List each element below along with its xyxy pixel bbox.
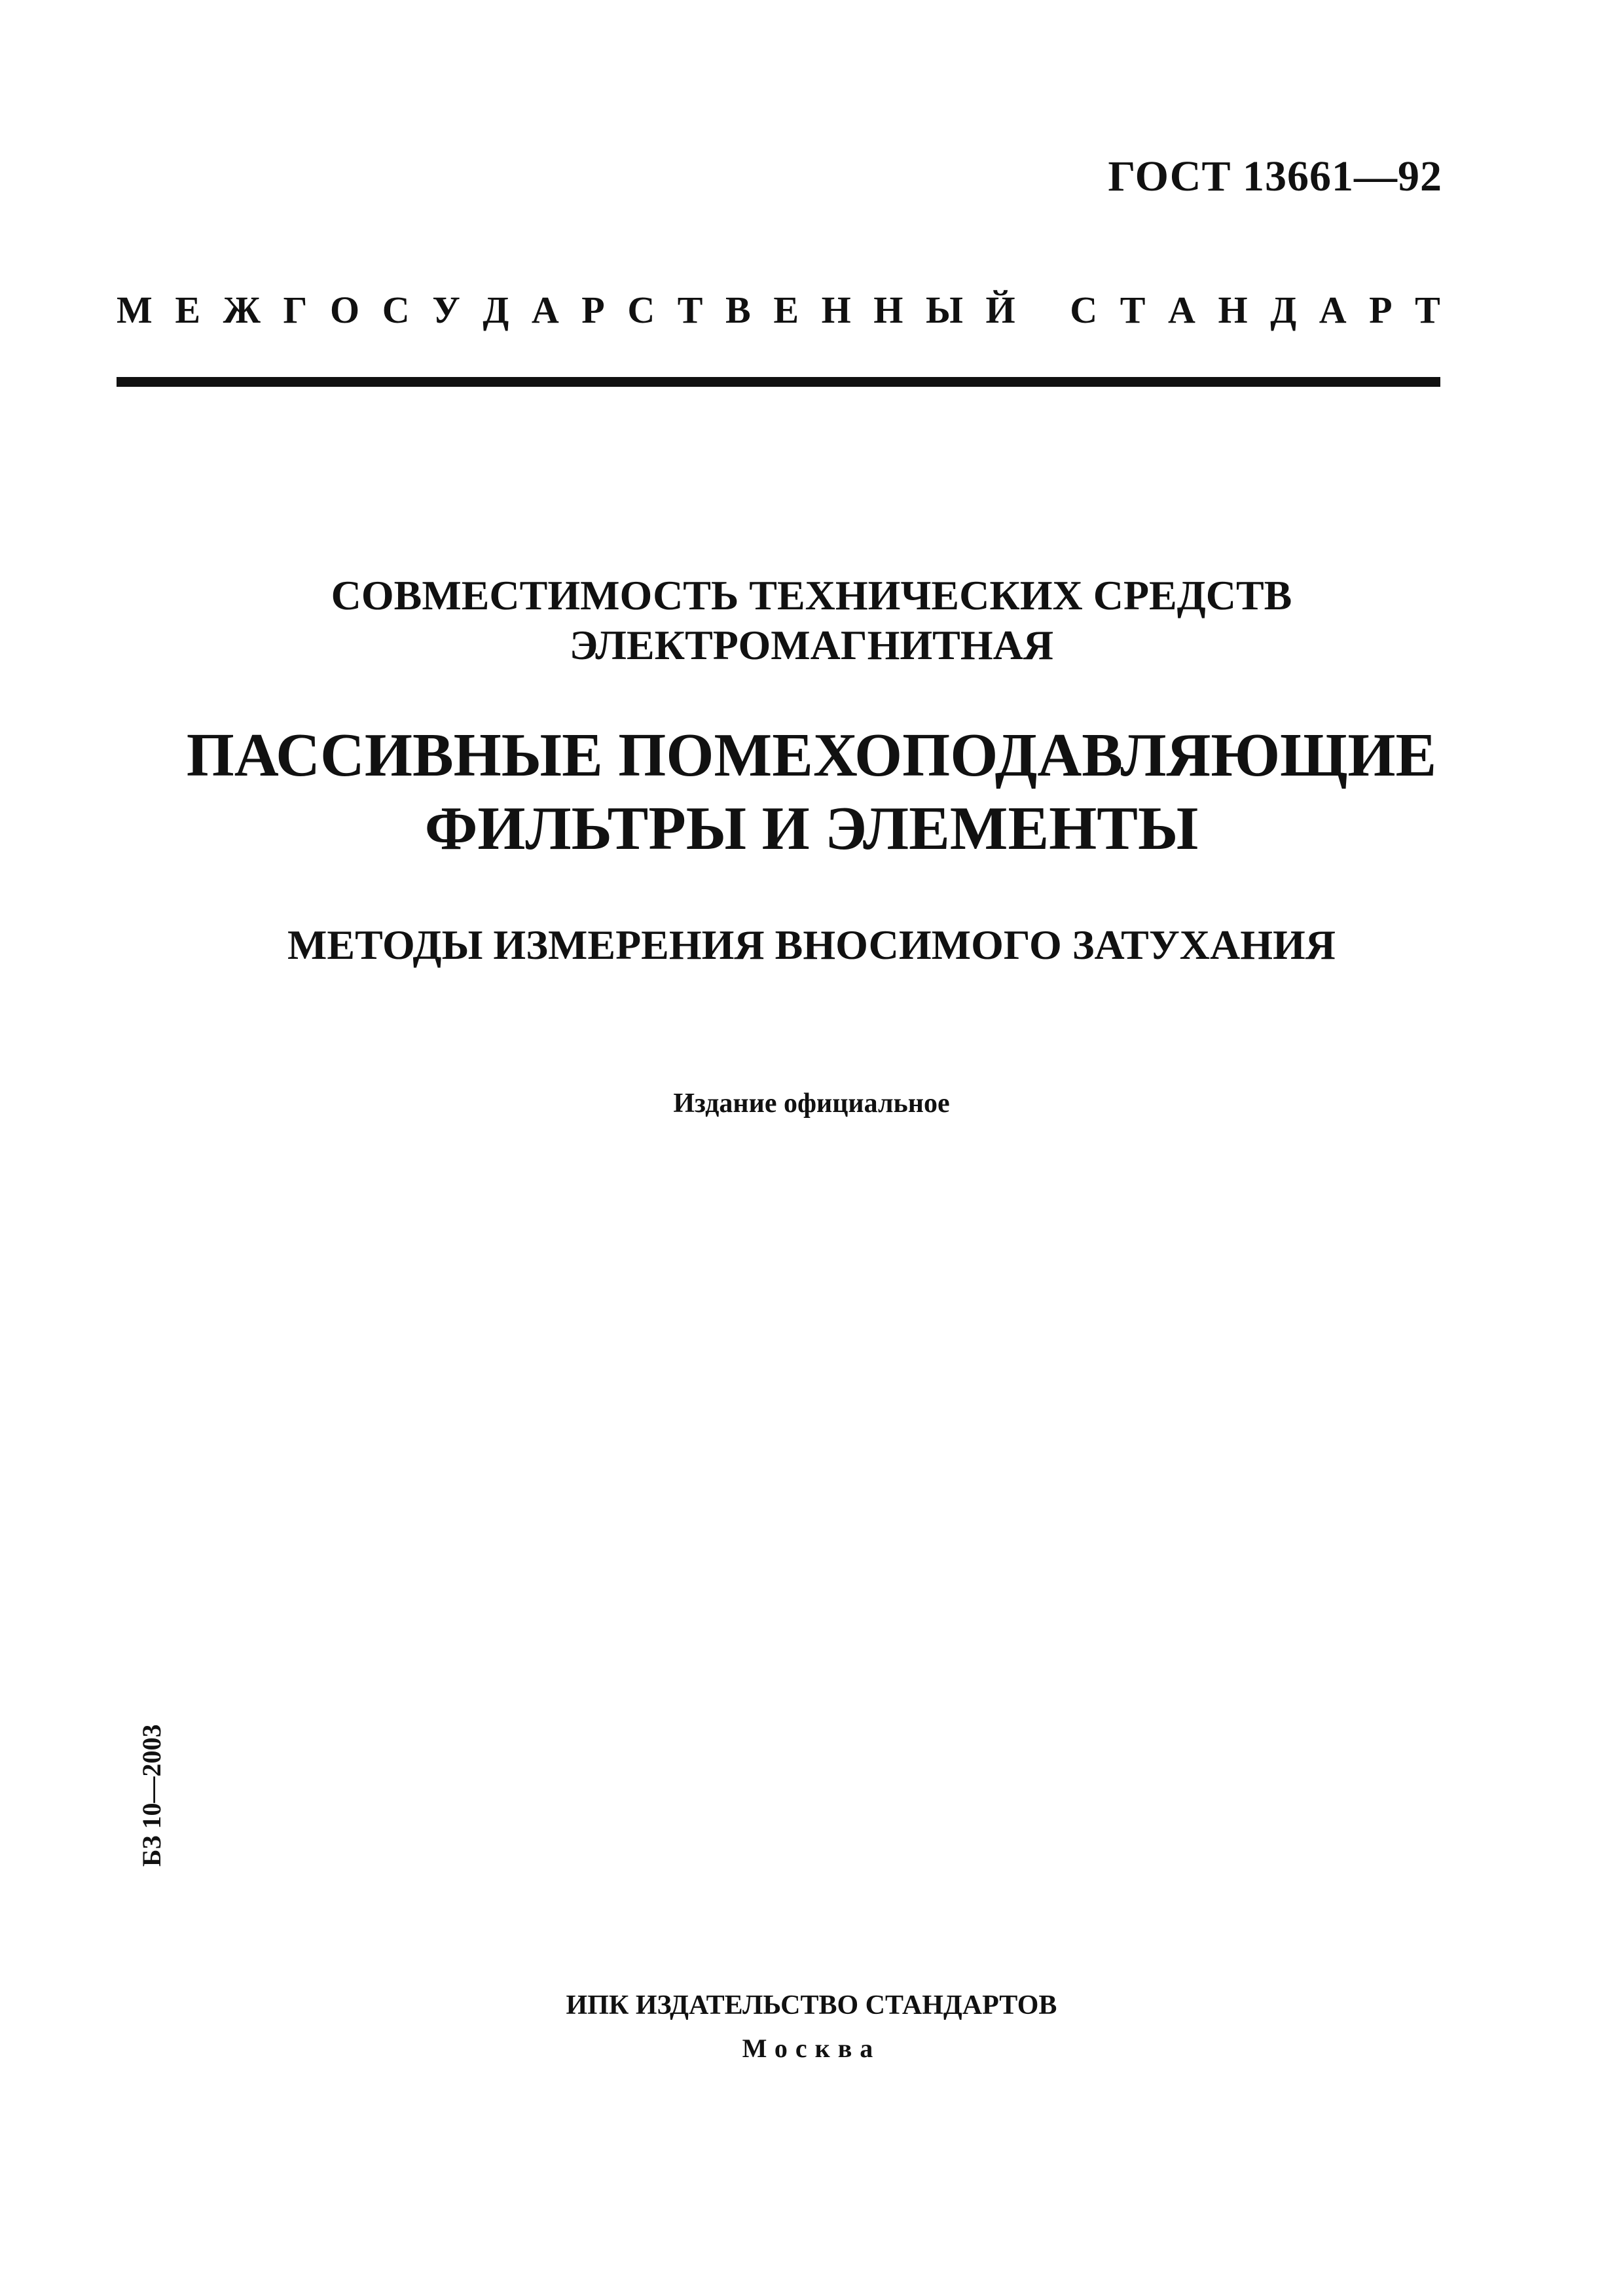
standard-type-letter: Н [821,289,851,331]
standard-type-letter: Й [985,289,1015,331]
publisher-city: Москва [742,2034,881,2063]
standard-type-letter: М [117,289,153,331]
subject-line-2: ЭЛЕКТРОМАГНИТНАЯ [569,622,1054,668]
standard-type-letter: Т [1120,289,1146,331]
standard-type-letter: У [432,289,460,331]
standard-type-letter: А [531,289,559,331]
standard-type-letter: Ы [925,289,963,331]
standard-type-letter: С [1070,289,1098,331]
header-rule [117,377,1440,387]
subject-line-1: СОВМЕСТИМОСТЬ ТЕХНИЧЕСКИХ СРЕДСТВ [331,572,1292,619]
title-line-1: ПАССИВНЫЕ ПОМЕХОПОДАВЛЯЮЩИЕ [186,721,1437,789]
standard-type-letter: Н [1218,289,1248,331]
standard-type-letter: Т [677,289,703,331]
subtitle: МЕТОДЫ ИЗМЕРЕНИЯ ВНОСИМОГО ЗАТУХАНИЯ [287,922,1336,968]
edition-label: Издание официальное [673,1088,950,1119]
standard-type-letter: Р [1369,289,1393,331]
standard-type-letter: Т [1415,289,1440,331]
side-code: БЗ 10—2003 [137,1724,166,1867]
document-number: ГОСТ 13661—92 [1108,152,1442,200]
standard-type-heading [117,288,1440,332]
standard-type-letter: А [1168,289,1195,331]
standard-type-letter: Д [483,289,509,331]
standard-type-letter: В [725,289,751,331]
standard-type-letter: Е [773,289,799,331]
standard-type-letter: Г [283,289,308,331]
standard-type-letter: Р [581,289,605,331]
standard-type-gap [1038,288,1048,332]
standard-type-letter: Ж [223,289,261,331]
publisher: ИПК ИЗДАТЕЛЬСТВО СТАНДАРТОВ [566,1990,1057,2020]
standard-type-letter: С [382,289,410,331]
standard-type-letter: О [330,289,360,331]
standard-type-letter: Д [1270,289,1297,331]
standard-type-letter: Н [873,289,903,331]
title-line-2: ФИЛЬТРЫ И ЭЛЕМЕНТЫ [424,795,1199,863]
standard-type-letter: Е [175,289,201,331]
standard-type-letter: А [1319,289,1347,331]
standard-type-letter: С [627,289,655,331]
